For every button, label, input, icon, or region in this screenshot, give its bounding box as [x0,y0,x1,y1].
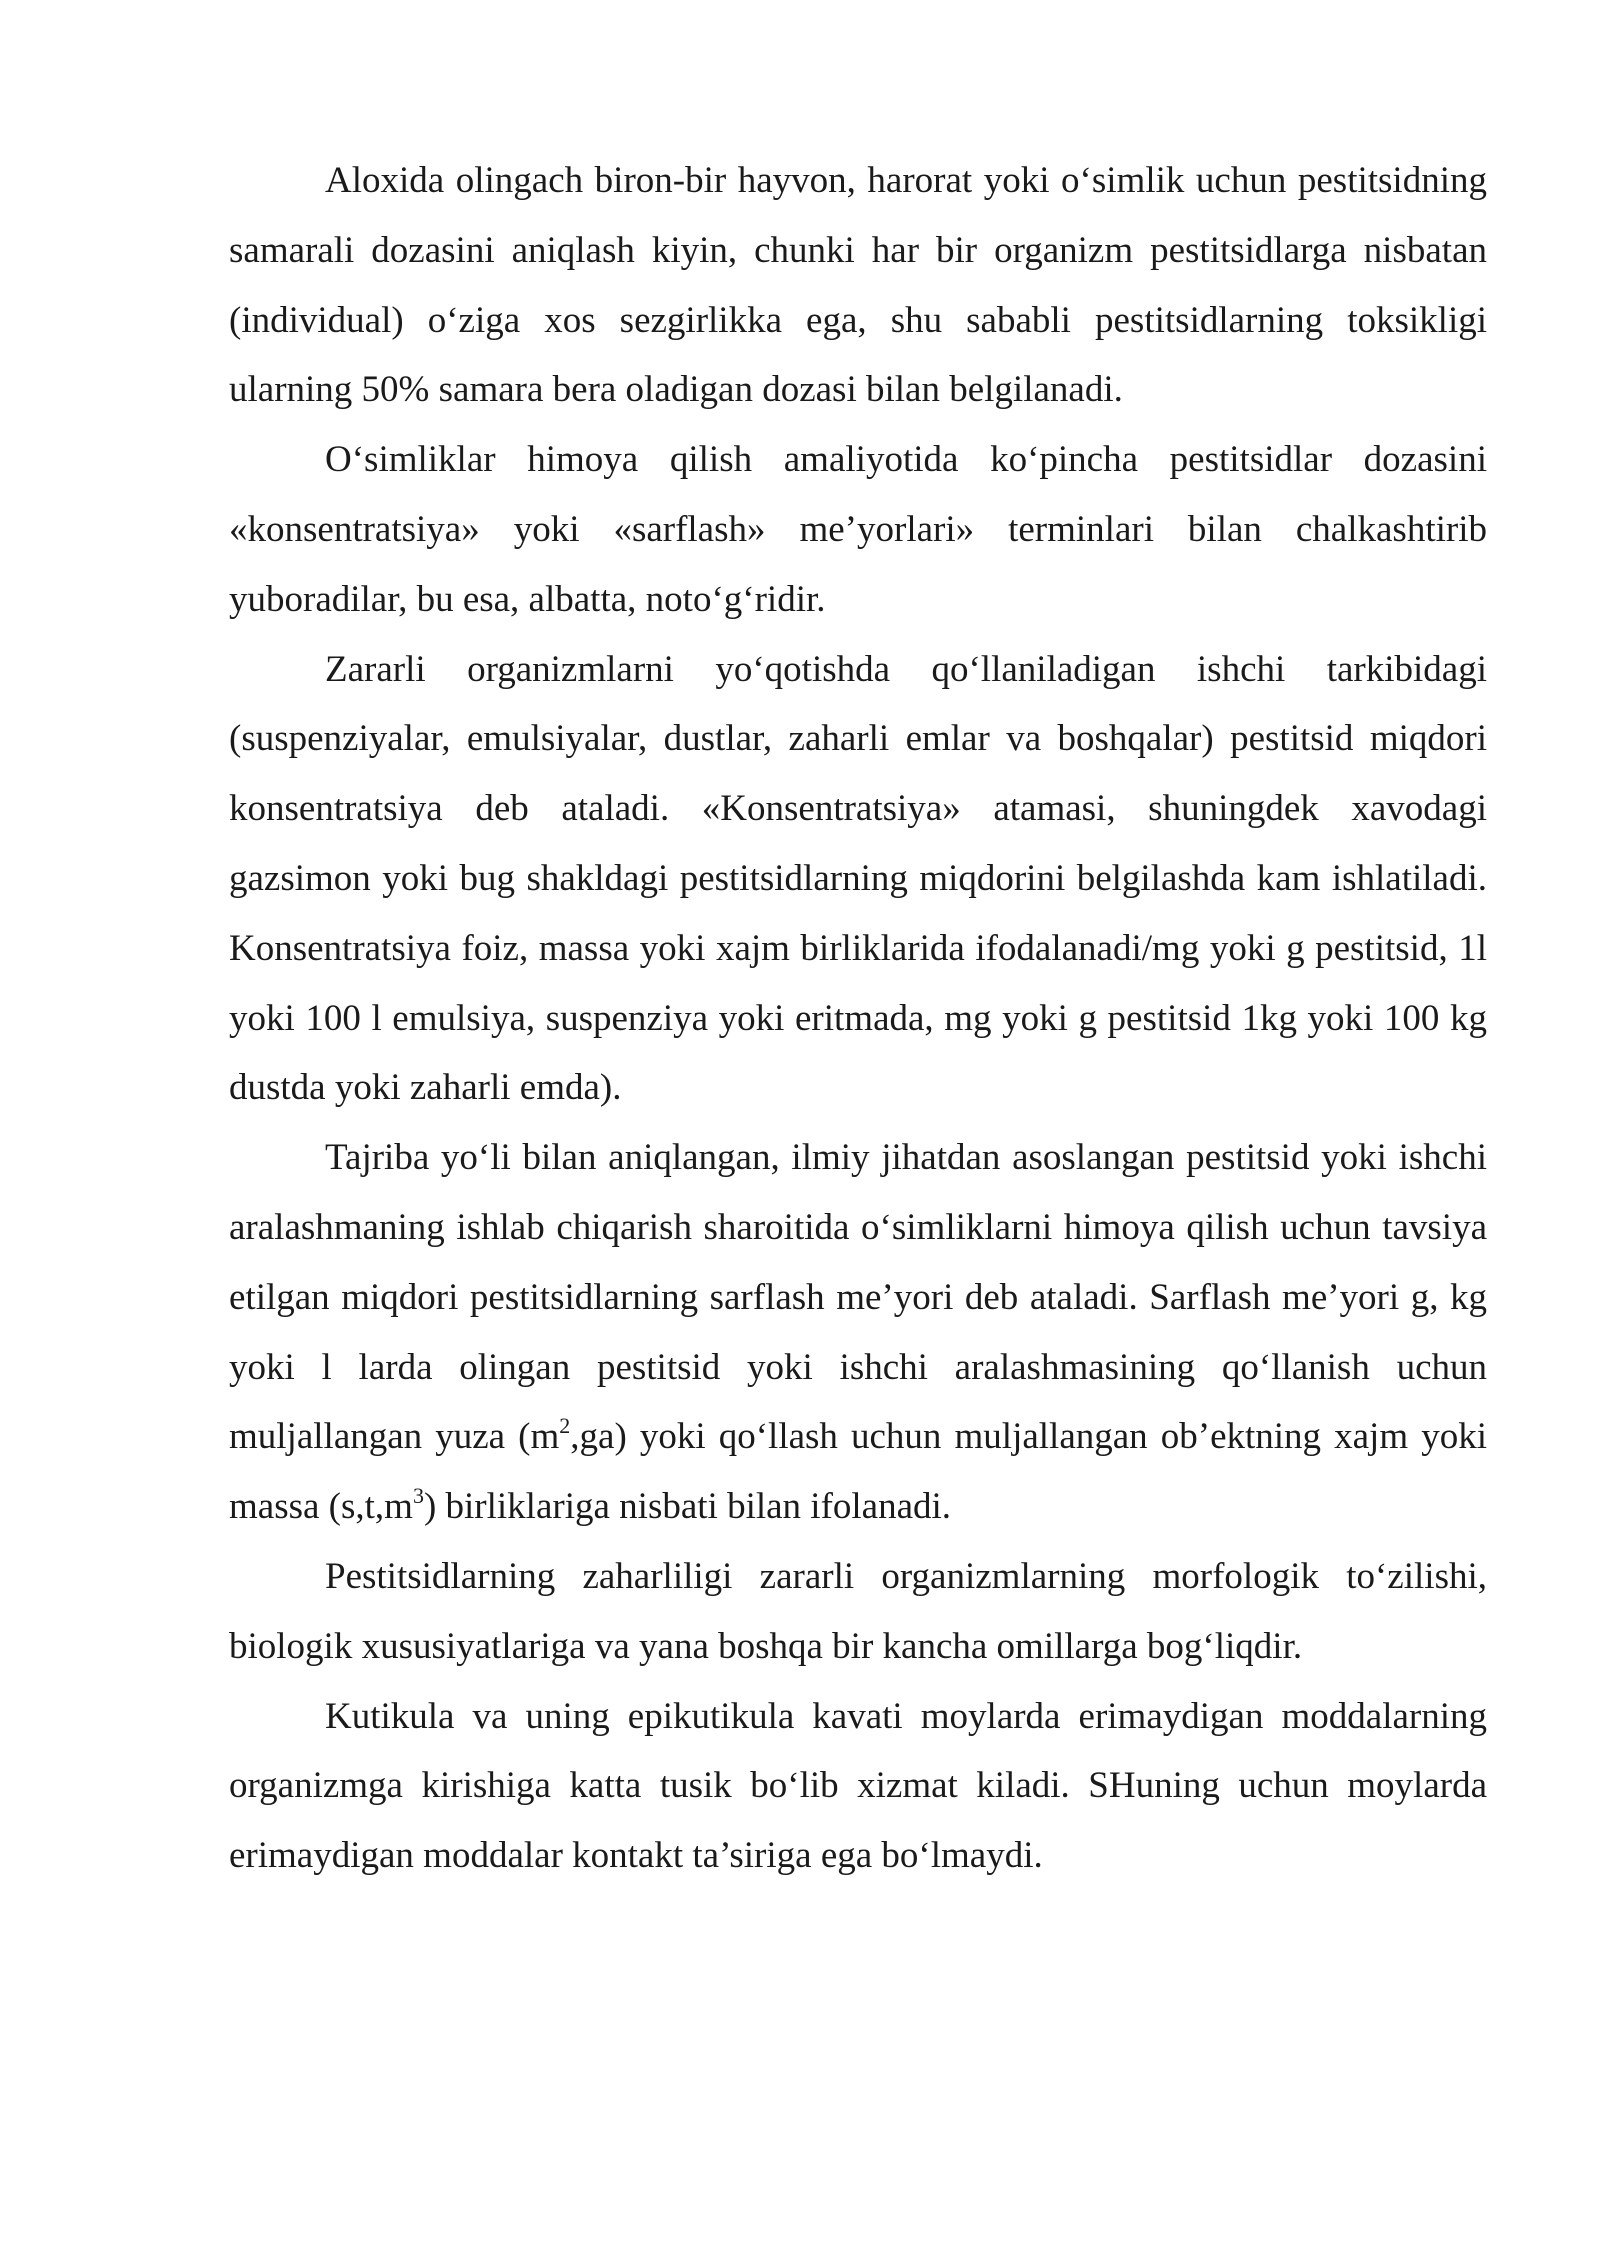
paragraph-4-text-part-2: ,ga) yoki qo‘llash uchun muljallangan ob’ektning xajm yoki massa (s,t,m [229,1416,1487,1528]
paragraph-4-text-part-1: Tajriba yo‘li bilan aniqlangan, ilmiy jihatdan asoslangan pestitsid yoki ishchi aralashmaning ishlab chiqarish sharoitida o‘simliklarni himoya qilish uchun tavsiya etilgan miqdori pestitsidlarning sarflash me’yori deb ataladi. Sarflash me’yori g, kg yoki l larda olingan pestitsid yoki ishchi aralashmasining qo‘llanish uchun muljallangan yuza (m [229,1137,1487,1458]
paragraph-2 [229,425,1487,634]
paragraph-1-text: Aloxida olingach biron-bir hayvon, harorat yoki o‘simlik uchun pestitsidning samarali dozasini aniqlash kiyin, chunki har bir organizm pestitsidlarga nisbatan (individual) o‘ziga xos sezgirlikka ega, shu sababli pestitsidlarning toksikligi ularning 50% samara bera oladigan dozasi bilan belgilanadi. [229,160,1487,411]
paragraph-4 [229,1123,1487,1542]
paragraph-1 [229,146,1487,425]
paragraph-6-text: Kutikula va uning epikutikula kavati moylarda erimaydigan moddalarning organizmga kirishiga katta tusik bo‘lib xizmat kiladi. SHuning uchun moylarda erimaydigan moddalar kontakt ta’siriga ega bo‘lmaydi. [229,1695,1487,1877]
paragraph-4-text-part-3: ) birliklariga nisbati bilan ifolanadi. [423,1486,952,1528]
paragraph-6 [229,1682,1487,1891]
document-body [229,146,1487,1891]
superscript-squared: 2 [559,1413,571,1439]
superscript-cubed: 3 [412,1483,424,1509]
paragraph-5 [229,1542,1487,1682]
paragraph-2-text: O‘simliklar himoya qilish amaliyotida ko‘pincha pestitsidlar dozasini «konsentratsiya» yoki «sarflash» me’yorlari» terminlari bilan chalkashtirib yuboradilar, bu esa, albatta, noto‘g‘ridir. [229,439,1487,620]
paragraph-3-text: Zararli organizmlarni yo‘qotishda qo‘llaniladigan ishchi tarkibidagi (suspenziyalar, emulsiyalar, dustlar, zaharli emlar va boshqalar) pestitsid miqdori konsentratsiya deb ataladi. «Konsentratsiya» atamasi, shuningdek xavodagi gazsimon yoki bug shakldagi pestitsidlarning miqdorini belgilashda kam ishlatiladi. Konsentratsiya foiz, massa yoki xajm birliklarida ifodalanadi/mg yoki g pestitsid, 1l yoki 100 l emulsiya, suspenziya yoki eritmada, mg yoki g pestitsid 1kg yoki 100 kg dustda yoki zaharli emda). [229,648,1487,1109]
paragraph-5-text: Pestitsidlarning zaharliligi zararli organizmlarning morfologik to‘zilishi, biologik xususiyatlariga va yana boshqa bir kancha omillarga bog‘liqdir. [229,1555,1487,1667]
paragraph-3 [229,635,1487,1124]
